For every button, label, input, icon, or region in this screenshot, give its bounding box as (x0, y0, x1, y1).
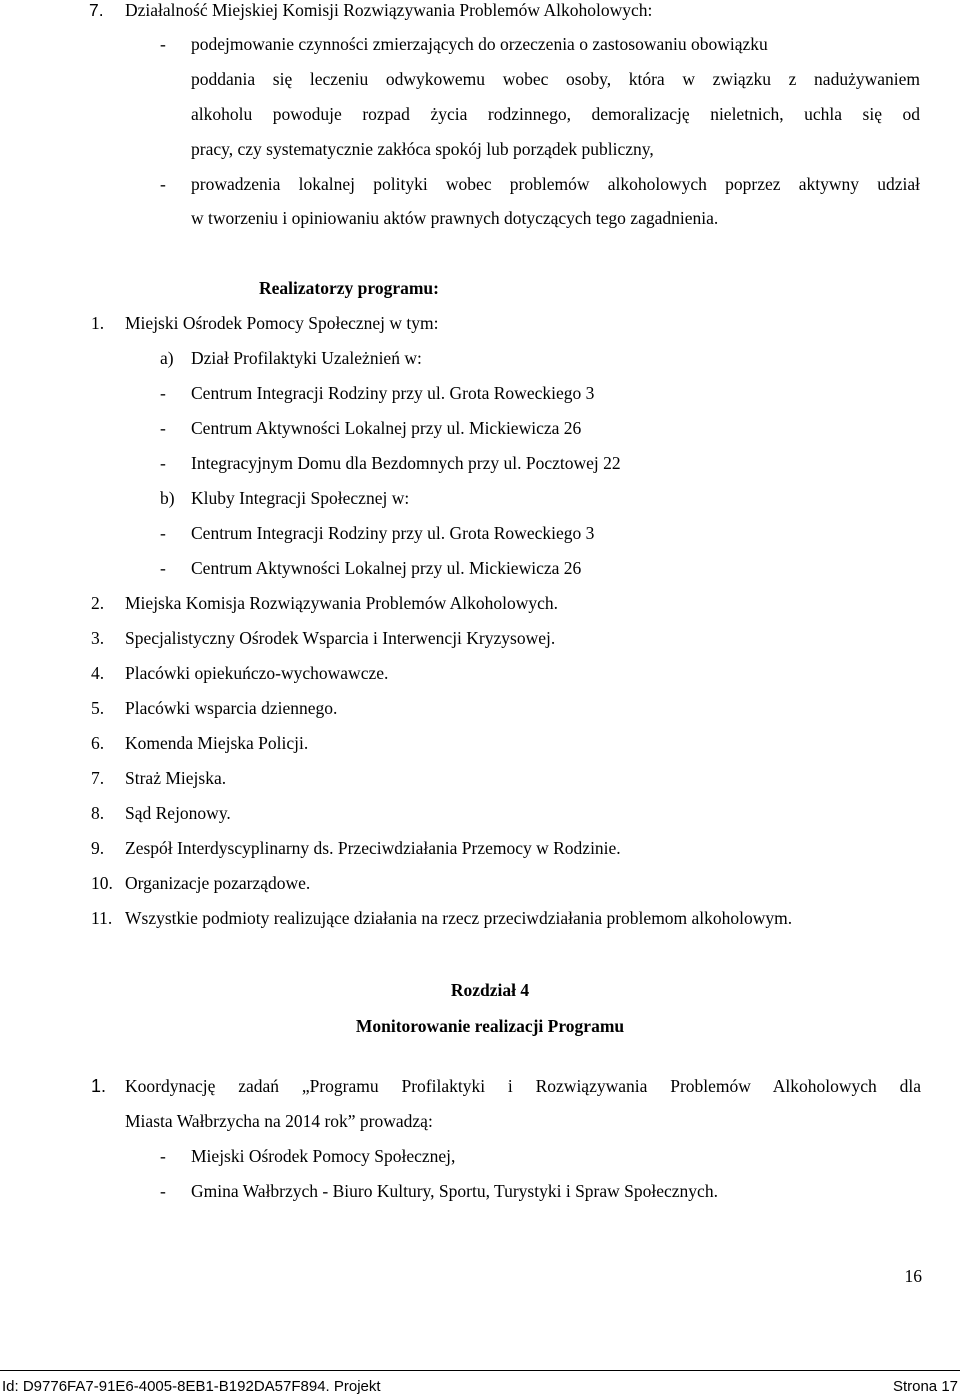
paragraph-line: poddania się leczeniu odwykowemu wobec osoby, która w związku z nadużywaniem (191, 69, 920, 89)
bullet-dash: - (160, 34, 166, 54)
footer-divider (0, 1370, 960, 1371)
chapter-subtitle: Monitorowanie realizacji Programu (355, 1016, 625, 1036)
sub-title: Dział Profilaktyki Uzależnień w: (191, 348, 422, 368)
list-number: 1. (91, 313, 105, 333)
sub-entry: Centrum Integracji Rodziny przy ul. Grota Roweckiego 3 (191, 523, 595, 543)
section-number: 1. (91, 1076, 107, 1096)
list-number: 8. (91, 803, 105, 823)
section-title: Działalność Miejskiej Komisji Rozwiązywania Problemów Alkoholowych: (125, 0, 653, 20)
bullet-dash: - (160, 1146, 166, 1166)
list-item: Organizacje pozarządowe. (125, 873, 311, 893)
list-entry: Gmina Wałbrzych - Biuro Kultury, Sportu, Turystyki i Spraw Społecznych. (191, 1181, 718, 1201)
list-item: Zespół Interdyscyplinarny ds. Przeciwdziałania Przemocy w Rodzinie. (125, 838, 621, 858)
sub-entry: Integracyjnym Domu dla Bezdomnych przy ul. Pocztowej 22 (191, 453, 621, 473)
bullet-dash: - (160, 523, 166, 543)
paragraph-line: alkoholu powoduje rozpad życia rodzinnego, demoralizację nieletnich, uchla się od (191, 104, 920, 124)
sub-title: Kluby Integracji Społecznej w: (191, 488, 410, 508)
list-item: Placówki opiekuńczo-wychowawcze. (125, 663, 389, 683)
sub-label: a) (160, 348, 174, 368)
list-entry: Miejski Ośrodek Pomocy Społecznej, (191, 1146, 456, 1166)
list-item: Sąd Rejonowy. (125, 803, 231, 823)
page-number: 16 (904, 1266, 922, 1286)
paragraph-line: w tworzeniu i opiniowaniu aktów prawnych dotyczących tego zagadnienia. (191, 208, 719, 228)
list-item: Komenda Miejska Policji. (125, 733, 309, 753)
sub-label: b) (160, 488, 175, 508)
list-number: 9. (91, 838, 105, 858)
footer-id: Id: D9776FA7-91E6-4005-8EB1-B192DA57F894. Projekt (2, 1378, 381, 1395)
list-number: 2. (91, 593, 105, 613)
list-item: Miejska Komisja Rozwiązywania Problemów Alkoholowych. (125, 593, 559, 613)
list-item: Miejski Ośrodek Pomocy Społecznej w tym: (125, 313, 439, 333)
list-item: Straż Miejska. (125, 768, 227, 788)
paragraph-line: prowadzenia lokalnej polityki wobec problemów alkoholowych poprzez aktywny udział (191, 174, 920, 194)
list-number: 3. (91, 628, 105, 648)
bullet-dash: - (160, 383, 166, 403)
sub-entry: Centrum Aktywności Lokalnej przy ul. Mickiewicza 26 (191, 418, 582, 438)
footer-page: Strona 17 (892, 1378, 958, 1395)
list-item: Placówki wsparcia dziennego. (125, 698, 338, 718)
list-number: 7. (91, 768, 105, 788)
chapter-title: Rozdział 4 (450, 980, 530, 1000)
paragraph-line: Miasta Wałbrzycha na 2014 rok” prowadzą: (125, 1111, 433, 1131)
list-item: Wszystkie podmioty realizujące działania na rzecz przeciwdziałania problemom alkoholowym. (125, 908, 793, 928)
paragraph-line: Koordynację zadań „Programu Profilaktyki i Rozwiązywania Problemów Alkoholowych dla (125, 1076, 921, 1096)
sub-entry: Centrum Aktywności Lokalnej przy ul. Mickiewicza 26 (191, 558, 582, 578)
bullet-dash: - (160, 453, 166, 473)
bullet-dash: - (160, 418, 166, 438)
list-number: 11. (91, 908, 113, 928)
bullet-dash: - (160, 174, 166, 194)
list-number: 5. (91, 698, 105, 718)
bullet-dash: - (160, 1181, 166, 1201)
realizatorzy-heading: Realizatorzy programu: (259, 278, 439, 298)
paragraph-line: podejmowanie czynności zmierzających do orzeczenia o zastosowaniu obowiązku (191, 34, 768, 54)
list-number: 10. (91, 873, 113, 893)
list-item: Specjalistyczny Ośrodek Wsparcia i Interwencji Kryzysowej. (125, 628, 556, 648)
list-number: 6. (91, 733, 105, 753)
bullet-dash: - (160, 558, 166, 578)
sub-entry: Centrum Integracji Rodziny przy ul. Grota Roweckiego 3 (191, 383, 595, 403)
section-number: 7. (89, 0, 104, 20)
list-number: 4. (91, 663, 105, 683)
paragraph-line: pracy, czy systematycznie zakłóca spokój lub porządek publiczny, (191, 139, 654, 159)
